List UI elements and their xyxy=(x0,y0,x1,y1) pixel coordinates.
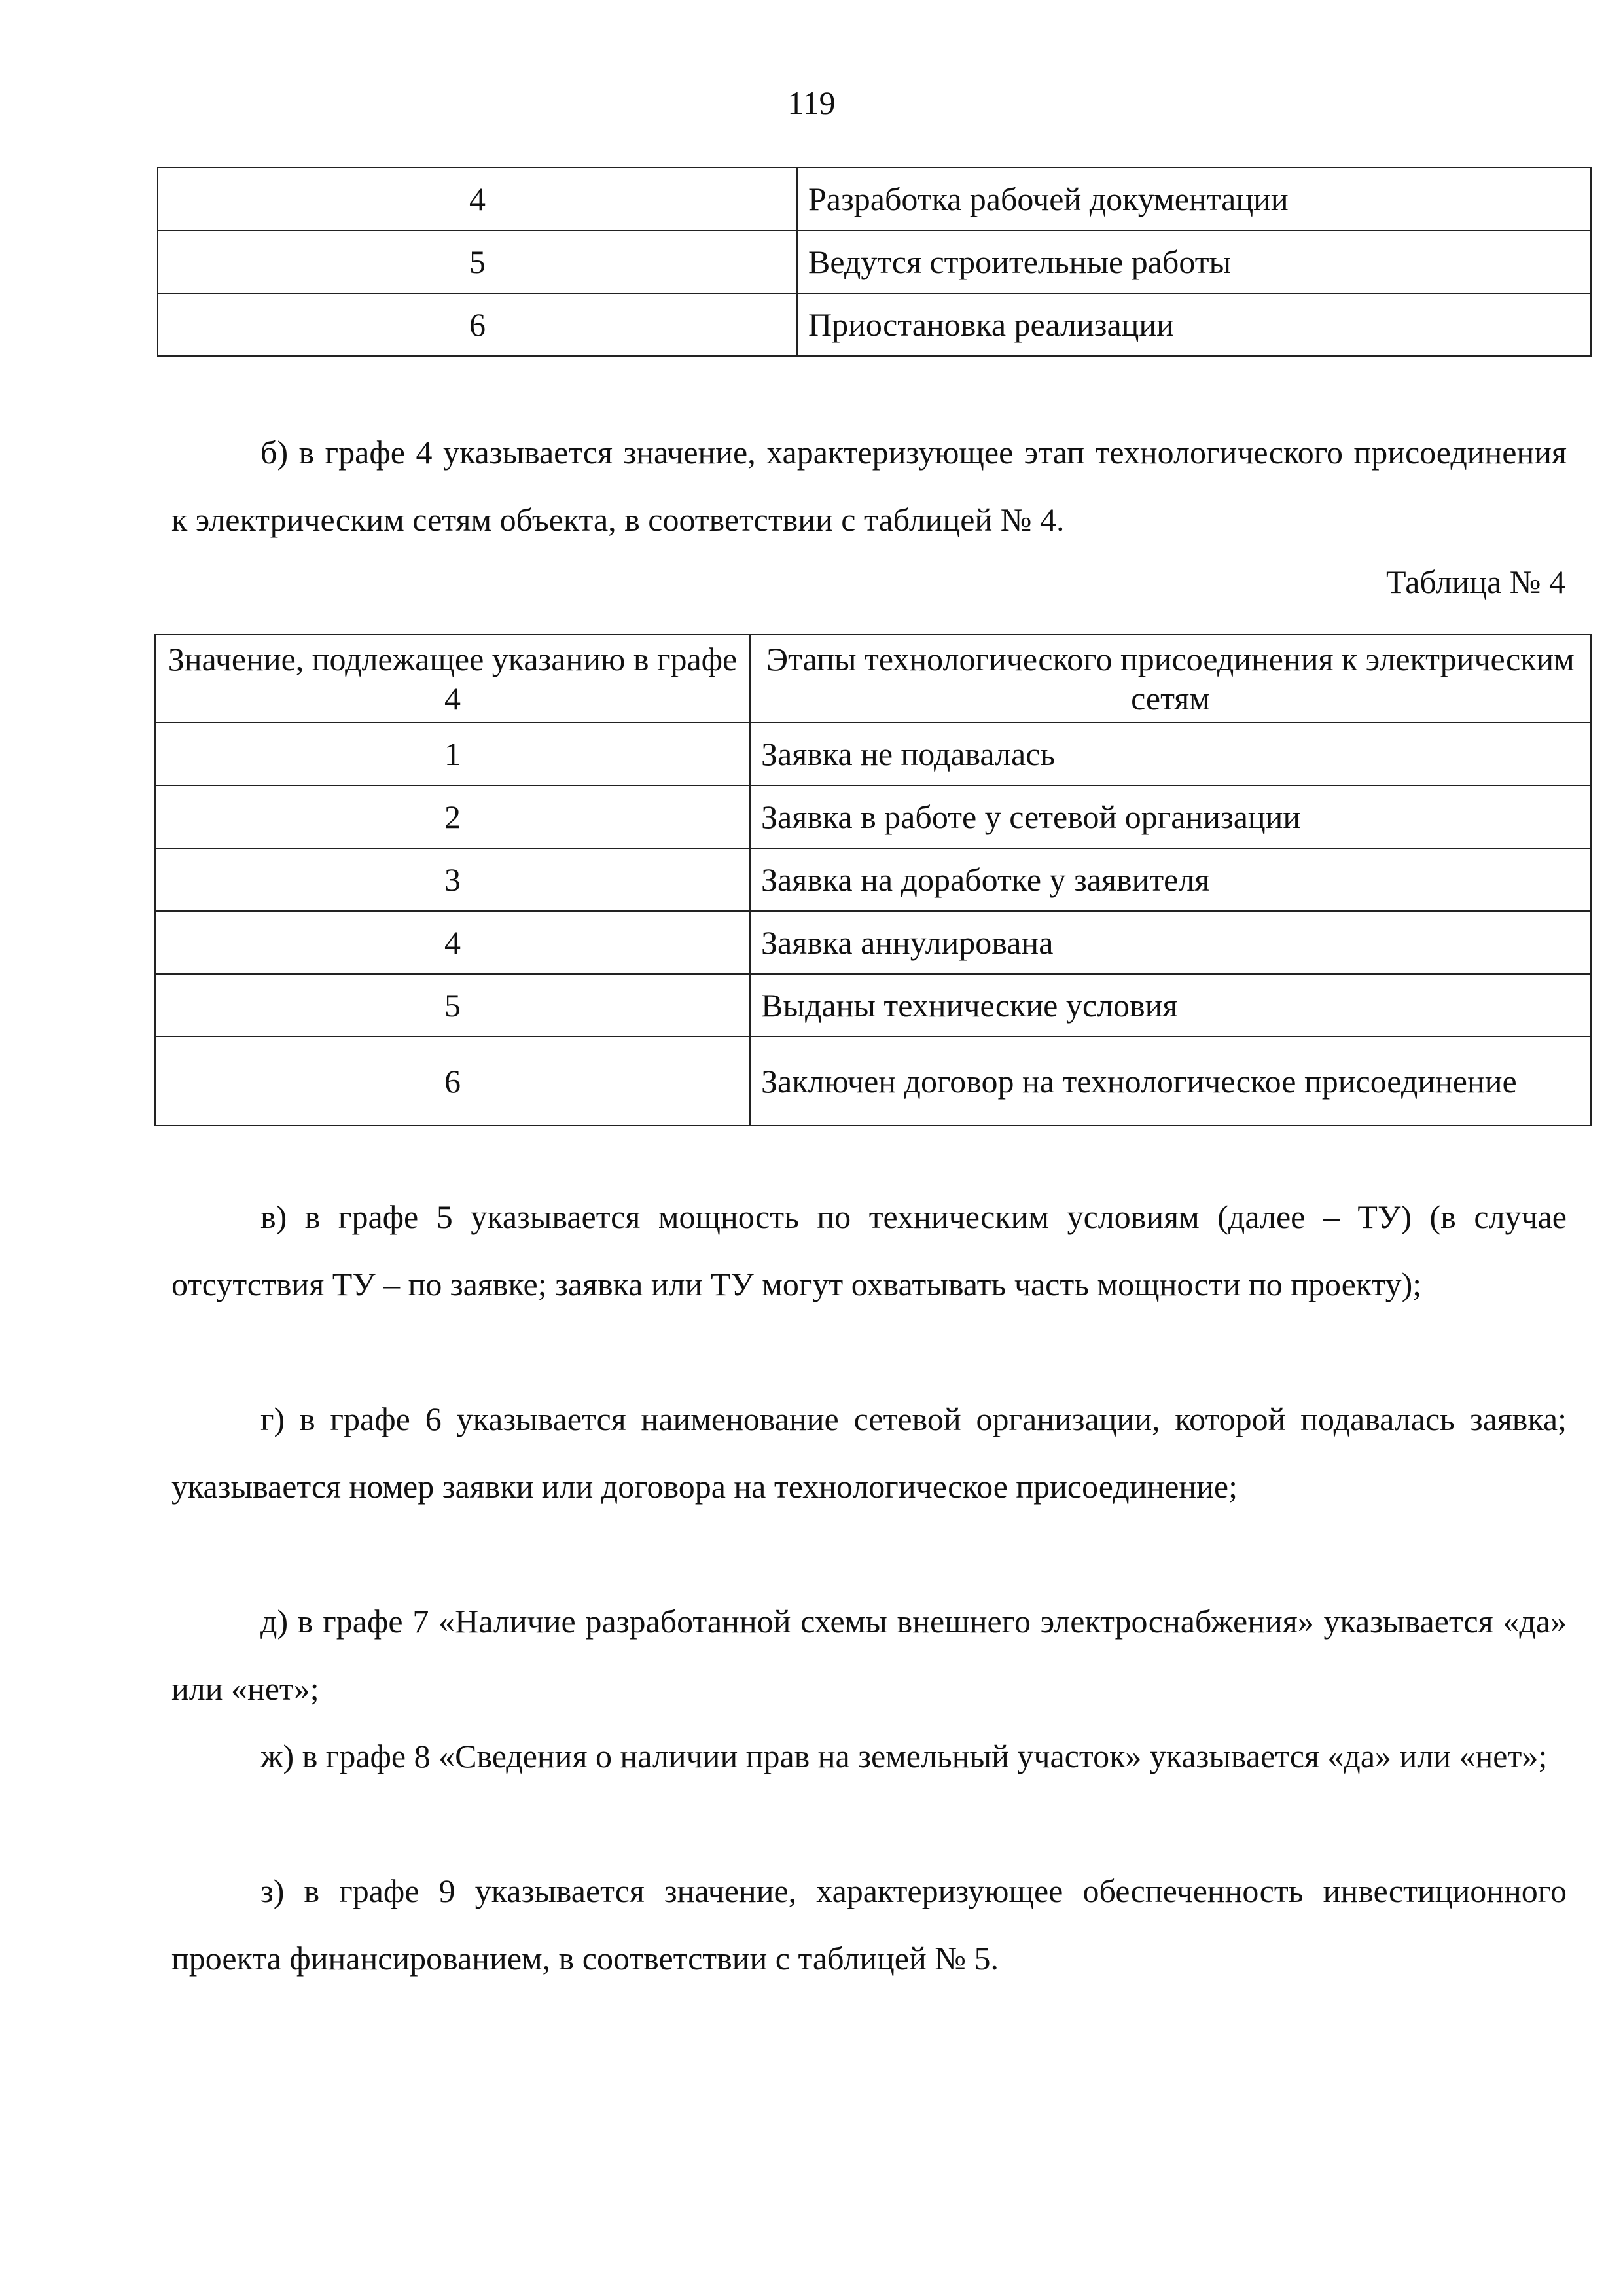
table-4-caption: Таблица № 4 xyxy=(1385,564,1565,600)
table-cell-text: Заявка аннулирована xyxy=(750,911,1591,974)
table-cell-value: 2 xyxy=(155,785,750,848)
table-row xyxy=(155,723,1591,785)
table-cell-value: 1 xyxy=(155,723,750,785)
table-header-value: Значение, подлежащее указанию в графе 4 xyxy=(155,634,750,723)
paragraph-v: в) в графе 5 указывается мощность по техническим условиям (далее – ТУ) (в случае отсутствия ТУ – по заявке; заявка или ТУ могут охватывать часть мощности по проекту); xyxy=(171,1198,1567,1302)
table-cell-text: Разработка рабочей документации xyxy=(797,168,1591,230)
table-cell-value: 4 xyxy=(155,911,750,974)
table-cell-text: Заявка на доработке у заявителя xyxy=(750,848,1591,911)
table-row xyxy=(155,1037,1591,1126)
paragraph-g: г) в графе 6 указывается наименование сетевой организации, которой подавалась заявка; указывается номер заявки или договора на технологическое присоединение; xyxy=(171,1401,1567,1505)
table-row xyxy=(155,911,1591,974)
table-row xyxy=(158,168,1591,230)
paragraph-b: б) в графе 4 указывается значение, характеризующее этап технологического присоединения к электрическим сетям объекта, в соответствии с таблицей № 4. xyxy=(171,434,1567,538)
table-cell-text: Заявка не подавалась xyxy=(750,723,1591,785)
table-4 xyxy=(154,634,1592,1126)
table-cell-value: 5 xyxy=(155,974,750,1037)
table-cell-value: 4 xyxy=(158,168,797,230)
table-cell-text: Ведутся строительные работы xyxy=(797,230,1591,293)
table-cell-value: 6 xyxy=(158,293,797,356)
table-continued xyxy=(157,167,1592,357)
table-header-row xyxy=(155,634,1591,723)
table-cell-text: Заключен договор на технологическое присоединение xyxy=(750,1037,1591,1126)
table-row xyxy=(158,293,1591,356)
table-cell-text: Заявка в работе у сетевой организации xyxy=(750,785,1591,848)
table-row xyxy=(155,974,1591,1037)
paragraph-zh: ж) в графе 8 «Сведения о наличии прав на земельный участок» указывается «да» или «нет»; xyxy=(260,1738,1548,1774)
table-cell-text: Выданы технические условия xyxy=(750,974,1591,1037)
page-number: 119 xyxy=(787,84,836,121)
table-cell-value: 5 xyxy=(158,230,797,293)
table-header-stages: Этапы технологического присоединения к электрическим сетям xyxy=(750,634,1591,723)
table-cell-value: 3 xyxy=(155,848,750,911)
table-row xyxy=(158,230,1591,293)
table-cell-value: 6 xyxy=(155,1037,750,1126)
paragraph-d: д) в графе 7 «Наличие разработанной схемы внешнего электроснабжения» указывается «да» или «нет»; xyxy=(171,1603,1567,1707)
table-cell-text: Приостановка реализации xyxy=(797,293,1591,356)
table-row xyxy=(155,848,1591,911)
paragraph-z: з) в графе 9 указывается значение, характеризующее обеспеченность инвестиционного проекта финансированием, в соответствии с таблицей № 5. xyxy=(171,1873,1567,1977)
table-row xyxy=(155,785,1591,848)
